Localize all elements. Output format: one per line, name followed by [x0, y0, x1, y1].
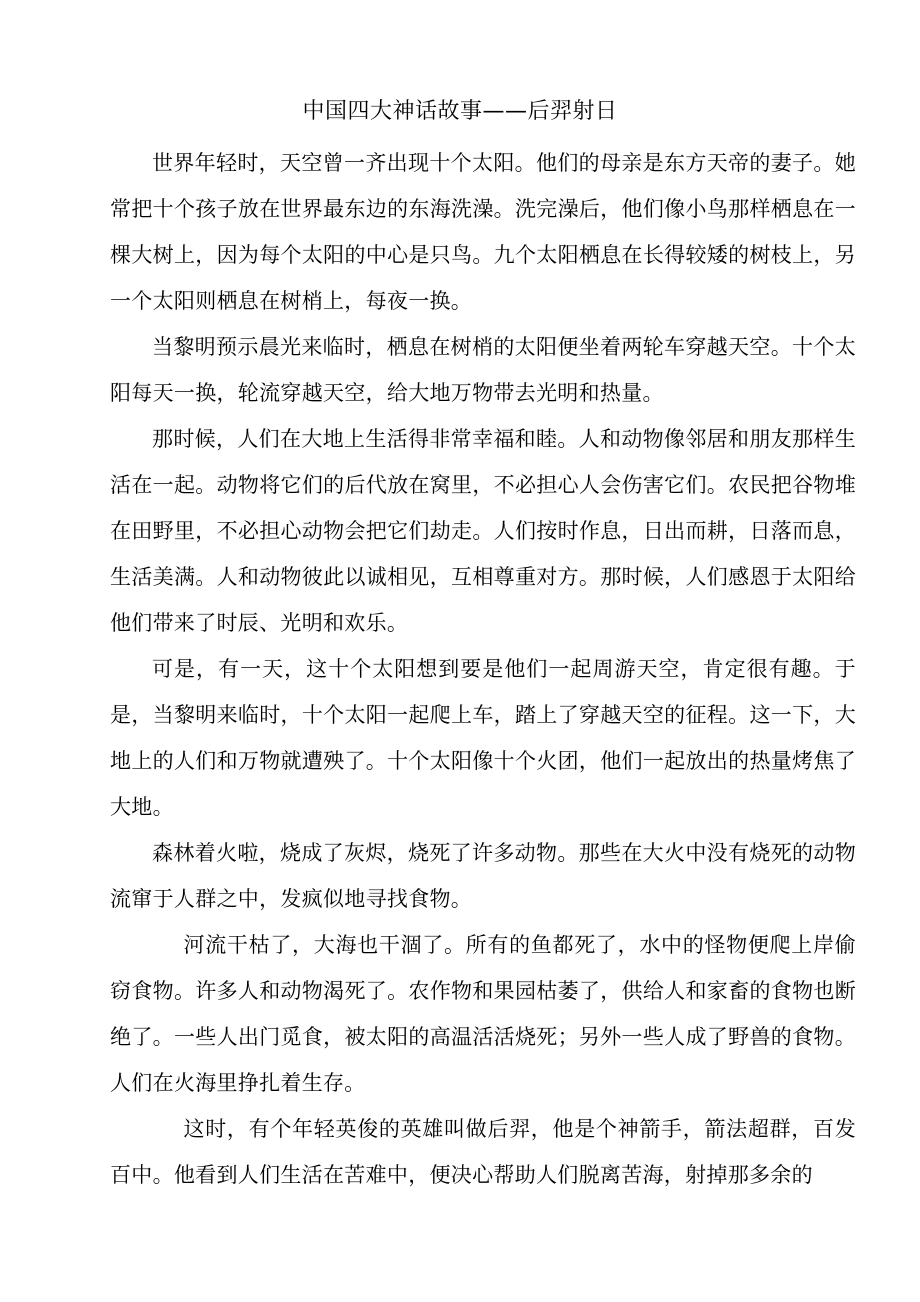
paragraph: 当黎明预示晨光来临时，栖息在树梢的太阳便坐着两轮车穿越天空。十个太阳每天一换，轮流穿越天空，给大地万物带去光明和热量。 [110, 335, 856, 405]
paragraph: 河流干枯了，大海也干涸了。所有的鱼都死了，水中的怪物便爬上岸偷窃食物。许多人和动物渴死了。农作物和果园枯萎了，供给人和家畜的食物也断绝了。一些人出门觅食，被太阳的高温活活烧死；另外一些人成了野兽的食物。人们在火海里挣扎着生存。 [110, 933, 856, 1095]
paragraph: 世界年轻时，天空曾一齐出现十个太阳。他们的母亲是东方天帝的妻子。她常把十个孩子放在世界最东边的东海洗澡。洗完澡后，他们像小鸟那样栖息在一棵大树上，因为每个太阳的中心是只鸟。九个太阳栖息在长得较矮的树枝上，另一个太阳则栖息在树梢上，每夜一换。 [110, 151, 856, 313]
paragraph: 那时候，人们在大地上生活得非常幸福和睦。人和动物像邻居和朋友那样生活在一起。动物将它们的后代放在窝里，不必担心人会伤害它们。农民把谷物堆在田野里，不必担心动物会把它们劫走。人们按时作息，日出而耕，日落而息，生活美满。人和动物彼此以诚相见，互相尊重对方。那时候，人们感恩于太阳给他们带来了时辰、光明和欢乐。 [110, 427, 856, 635]
paragraph: 可是，有一天，这十个太阳想到要是他们一起周游天空，肯定很有趣。于是，当黎明来临时，十个太阳一起爬上车，踏上了穿越天空的征程。这一下，大地上的人们和万物就遭殃了。十个太阳像十个火团，他们一起放出的热量烤焦了大地。 [110, 657, 856, 819]
paragraph: 森林着火啦，烧成了灰烬，烧死了许多动物。那些在大火中没有烧死的动物流窜于人群之中，发疯似地寻找食物。 [110, 841, 856, 911]
paragraph: 这时，有个年轻英俊的英雄叫做后羿，他是个神箭手，箭法超群，百发百中。他看到人们生活在苦难中，便决心帮助人们脱离苦海，射掉那多余的 [110, 1117, 856, 1187]
document-title: 中国四大神话故事——后羿射日 [302, 99, 618, 124]
document-body [110, 140, 856, 1198]
